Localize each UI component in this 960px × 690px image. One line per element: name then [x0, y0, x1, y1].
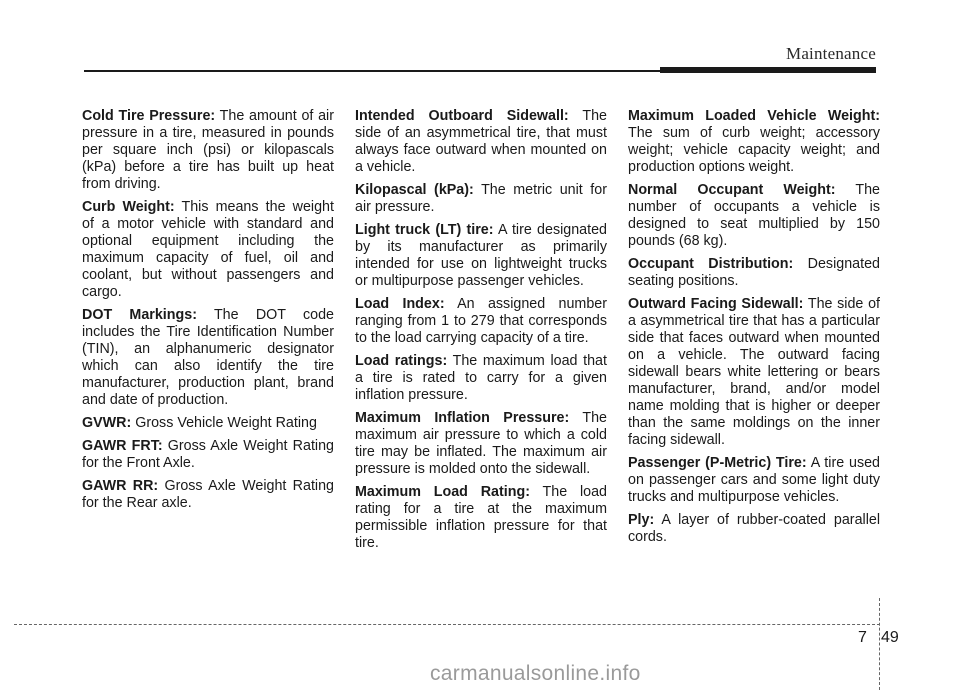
glossary-entry [82, 108, 334, 193]
glossary-term: GVWR: [82, 415, 132, 431]
footer-dashed-rule [14, 624, 880, 625]
glossary-definition: A tire designated by its manufacturer as primarily intended for use on lightweight trucks or multipurpose passenger vehicles. [355, 222, 607, 289]
glossary-term: Curb Weight: [82, 199, 175, 215]
glossary-entry [82, 307, 334, 409]
section-title: Maintenance [786, 44, 876, 63]
footer-vertical-dashed-rule [879, 598, 880, 690]
glossary-definition: The maximum load that a tire is rated to carry for a given inflation pressure. [355, 353, 607, 403]
glossary-entry [628, 182, 880, 250]
glossary-term: Normal Occupant Weight: [628, 182, 836, 198]
glossary-definition: Gross Axle Weight Rating for the Front Axle. [82, 438, 334, 471]
glossary-entry [82, 199, 334, 301]
glossary-entry [628, 256, 880, 290]
glossary-definition: The DOT code includes the Tire Identification Number (TIN), an alphanumeric designator which can also identify the tire manufacturer, production plant, brand and date of production. [82, 307, 334, 408]
glossary-entry [355, 222, 607, 290]
glossary-definition: Gross Vehicle Weight Rating [131, 415, 317, 431]
glossary-entry [628, 108, 880, 176]
glossary-column-3 [628, 108, 880, 552]
glossary-entry [82, 415, 334, 432]
glossary-definition: Gross Axle Weight Rating for the Rear axle. [82, 478, 335, 511]
header-rule-thin [84, 70, 660, 72]
glossary-term: Intended Outboard Sidewall: [355, 108, 569, 124]
glossary-term: Load Index: [355, 296, 445, 312]
glossary-entry [628, 512, 880, 546]
glossary-definition: This means the weight of a motor vehicle with standard and optional equipment including the maximum capacity of fuel, oil and coolant, but without passengers and cargo. [82, 199, 334, 300]
glossary-definition: The number of occupants a vehicle is designed to seat multiplied by 150 pounds (68 kg). [628, 182, 880, 249]
glossary-term: Maximum Loaded Vehicle Weight: [628, 108, 880, 124]
glossary-definition: Designated seating positions. [628, 256, 880, 289]
glossary-entry [355, 410, 607, 478]
glossary-definition: The side of an asymmetrical tire, that must always face outward when mounted on a vehicle. [355, 108, 607, 175]
glossary-definition: A tire used on passenger cars and some light duty trucks and multipurpose vehicles. [628, 455, 880, 505]
glossary-entry [355, 108, 607, 176]
glossary-term: Occupant Distribution: [628, 256, 794, 272]
glossary-term: GAWR FRT: [82, 438, 163, 454]
page-number: 49 [881, 629, 899, 646]
glossary-definition: The side of a asymmetrical tire that has a particular side that faces outward when mounted on a vehicle. The outward facing sidewall bears white lettering or bears manufacturer, brand, and/or model name molding that is higher or deeper than the same moldings on the inner facing sidewall. [628, 296, 880, 448]
glossary-entry [355, 182, 607, 216]
glossary-entry [355, 484, 607, 552]
glossary-entry [355, 353, 607, 404]
glossary-entry [628, 455, 880, 506]
glossary-term: Load ratings: [355, 353, 448, 369]
glossary-entry [82, 438, 334, 472]
glossary-definition: The sum of curb weight; accessory weight; vehicle capacity weight; and production options weight. [628, 125, 880, 175]
glossary-definition: The metric unit for air pressure. [355, 182, 607, 215]
header-rule-thick [660, 67, 876, 73]
glossary-entry [82, 478, 334, 512]
glossary-term: DOT Markings: [82, 307, 197, 323]
glossary-definition: The maximum air pressure to which a cold tire may be inflated. The maximum air pressure is molded onto the sidewall. [355, 410, 608, 477]
glossary-column-2 [355, 108, 607, 558]
glossary-term: Passenger (P-Metric) Tire: [628, 455, 807, 471]
glossary-definition: The load rating for a tire at the maximum permissible inflation pressure for that tire. [355, 484, 607, 551]
glossary-definition: The amount of air pressure in a tire, measured in pounds per square inch (psi) or kilopascals (kPa) before a tire has built up heat from driving. [82, 108, 334, 192]
glossary-entry [355, 296, 607, 347]
glossary-definition: An assigned number ranging from 1 to 279 that corresponds to the load carrying capacity of a tire. [355, 296, 607, 346]
glossary-term: GAWR RR: [82, 478, 159, 494]
glossary-column-1 [82, 108, 334, 518]
glossary-term: Kilopascal (kPa): [355, 182, 474, 198]
glossary-term: Cold Tire Pressure: [82, 108, 216, 124]
chapter-number: 7 [858, 629, 867, 646]
glossary-definition: A layer of rubber-coated parallel cords. [628, 512, 880, 545]
glossary-term: Maximum Load Rating: [355, 484, 530, 500]
watermark: carmanualsonline.info [430, 662, 641, 685]
glossary-term: Outward Facing Sidewall: [628, 296, 804, 312]
glossary-term: Maximum Inflation Pressure: [355, 410, 570, 426]
glossary-term: Ply: [628, 512, 655, 528]
glossary-term: Light truck (LT) tire: [355, 222, 494, 238]
glossary-entry [628, 296, 880, 449]
